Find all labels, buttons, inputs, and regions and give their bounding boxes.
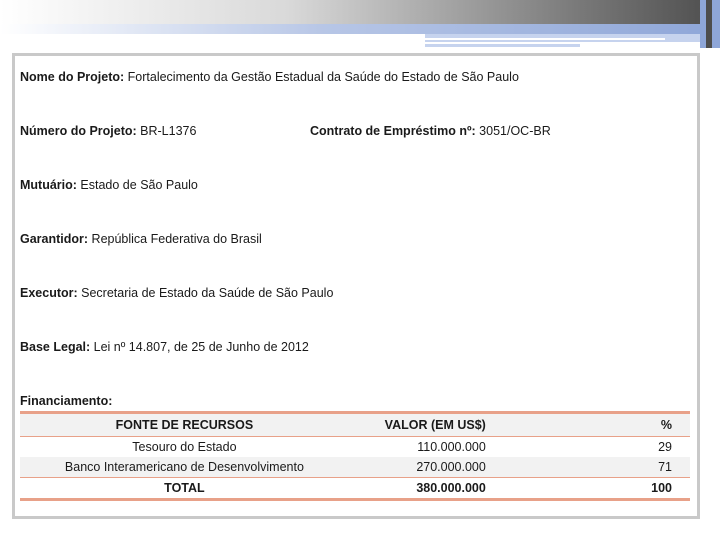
- cell-source: Tesouro do Estado: [20, 437, 349, 458]
- legal-basis: [20, 340, 309, 354]
- header-corner-dark: [706, 0, 712, 48]
- financing-table: [20, 411, 690, 501]
- borrower-value: Estado de São Paulo: [80, 178, 198, 192]
- header-band-dark: [0, 0, 720, 24]
- project-number-value: BR-L1376: [140, 124, 197, 138]
- loan-contract-label: Contrato de Empréstimo nº:: [310, 124, 476, 138]
- guarantor: [20, 232, 262, 246]
- cell-value: 270.000.000: [349, 457, 492, 478]
- legal-basis-label: Base Legal:: [20, 340, 91, 354]
- cell-percent: 29: [492, 437, 690, 458]
- table-total-row: [20, 478, 690, 500]
- cell-value: 110.000.000: [349, 437, 492, 458]
- column-header-value: VALOR (EM US$): [349, 413, 492, 437]
- table-row: [20, 457, 690, 478]
- project-name: [20, 70, 519, 84]
- cell-percent: 71: [492, 457, 690, 478]
- project-name-value: Fortalecimento da Gestão Estadual da Saúde do Estado de São Paulo: [127, 70, 519, 84]
- header-band-blue: [0, 24, 720, 34]
- borrower: [20, 178, 198, 192]
- project-number: [20, 124, 196, 138]
- total-value: 380.000.000: [349, 478, 492, 500]
- header-band-line-short: [425, 44, 580, 47]
- table-row: [20, 437, 690, 458]
- total-label: TOTAL: [20, 478, 349, 500]
- cell-source: Banco Interamericano de Desenvolvimento: [20, 457, 349, 478]
- project-number-label: Número do Projeto:: [20, 124, 137, 138]
- loan-contract: [310, 124, 551, 138]
- executor: [20, 286, 333, 300]
- loan-contract-value: 3051/OC-BR: [479, 124, 551, 138]
- borrower-label: Mutuário:: [20, 178, 77, 192]
- financing: [20, 394, 112, 408]
- financing-label: Financiamento:: [20, 394, 113, 408]
- project-name-label: Nome do Projeto:: [20, 70, 125, 84]
- guarantor-value: República Federativa do Brasil: [91, 232, 262, 246]
- total-percent: 100: [492, 478, 690, 500]
- header-band-line: [425, 38, 665, 40]
- executor-value: Secretaria de Estado da Saúde de São Paulo: [81, 286, 334, 300]
- executor-label: Executor:: [20, 286, 78, 300]
- column-header-percent: %: [492, 413, 690, 437]
- legal-basis-value: Lei nº 14.807, de 25 de Junho de 2012: [93, 340, 309, 354]
- guarantor-label: Garantidor:: [20, 232, 89, 246]
- column-header-source: FONTE DE RECURSOS: [20, 413, 349, 437]
- table-header-row: [20, 413, 690, 437]
